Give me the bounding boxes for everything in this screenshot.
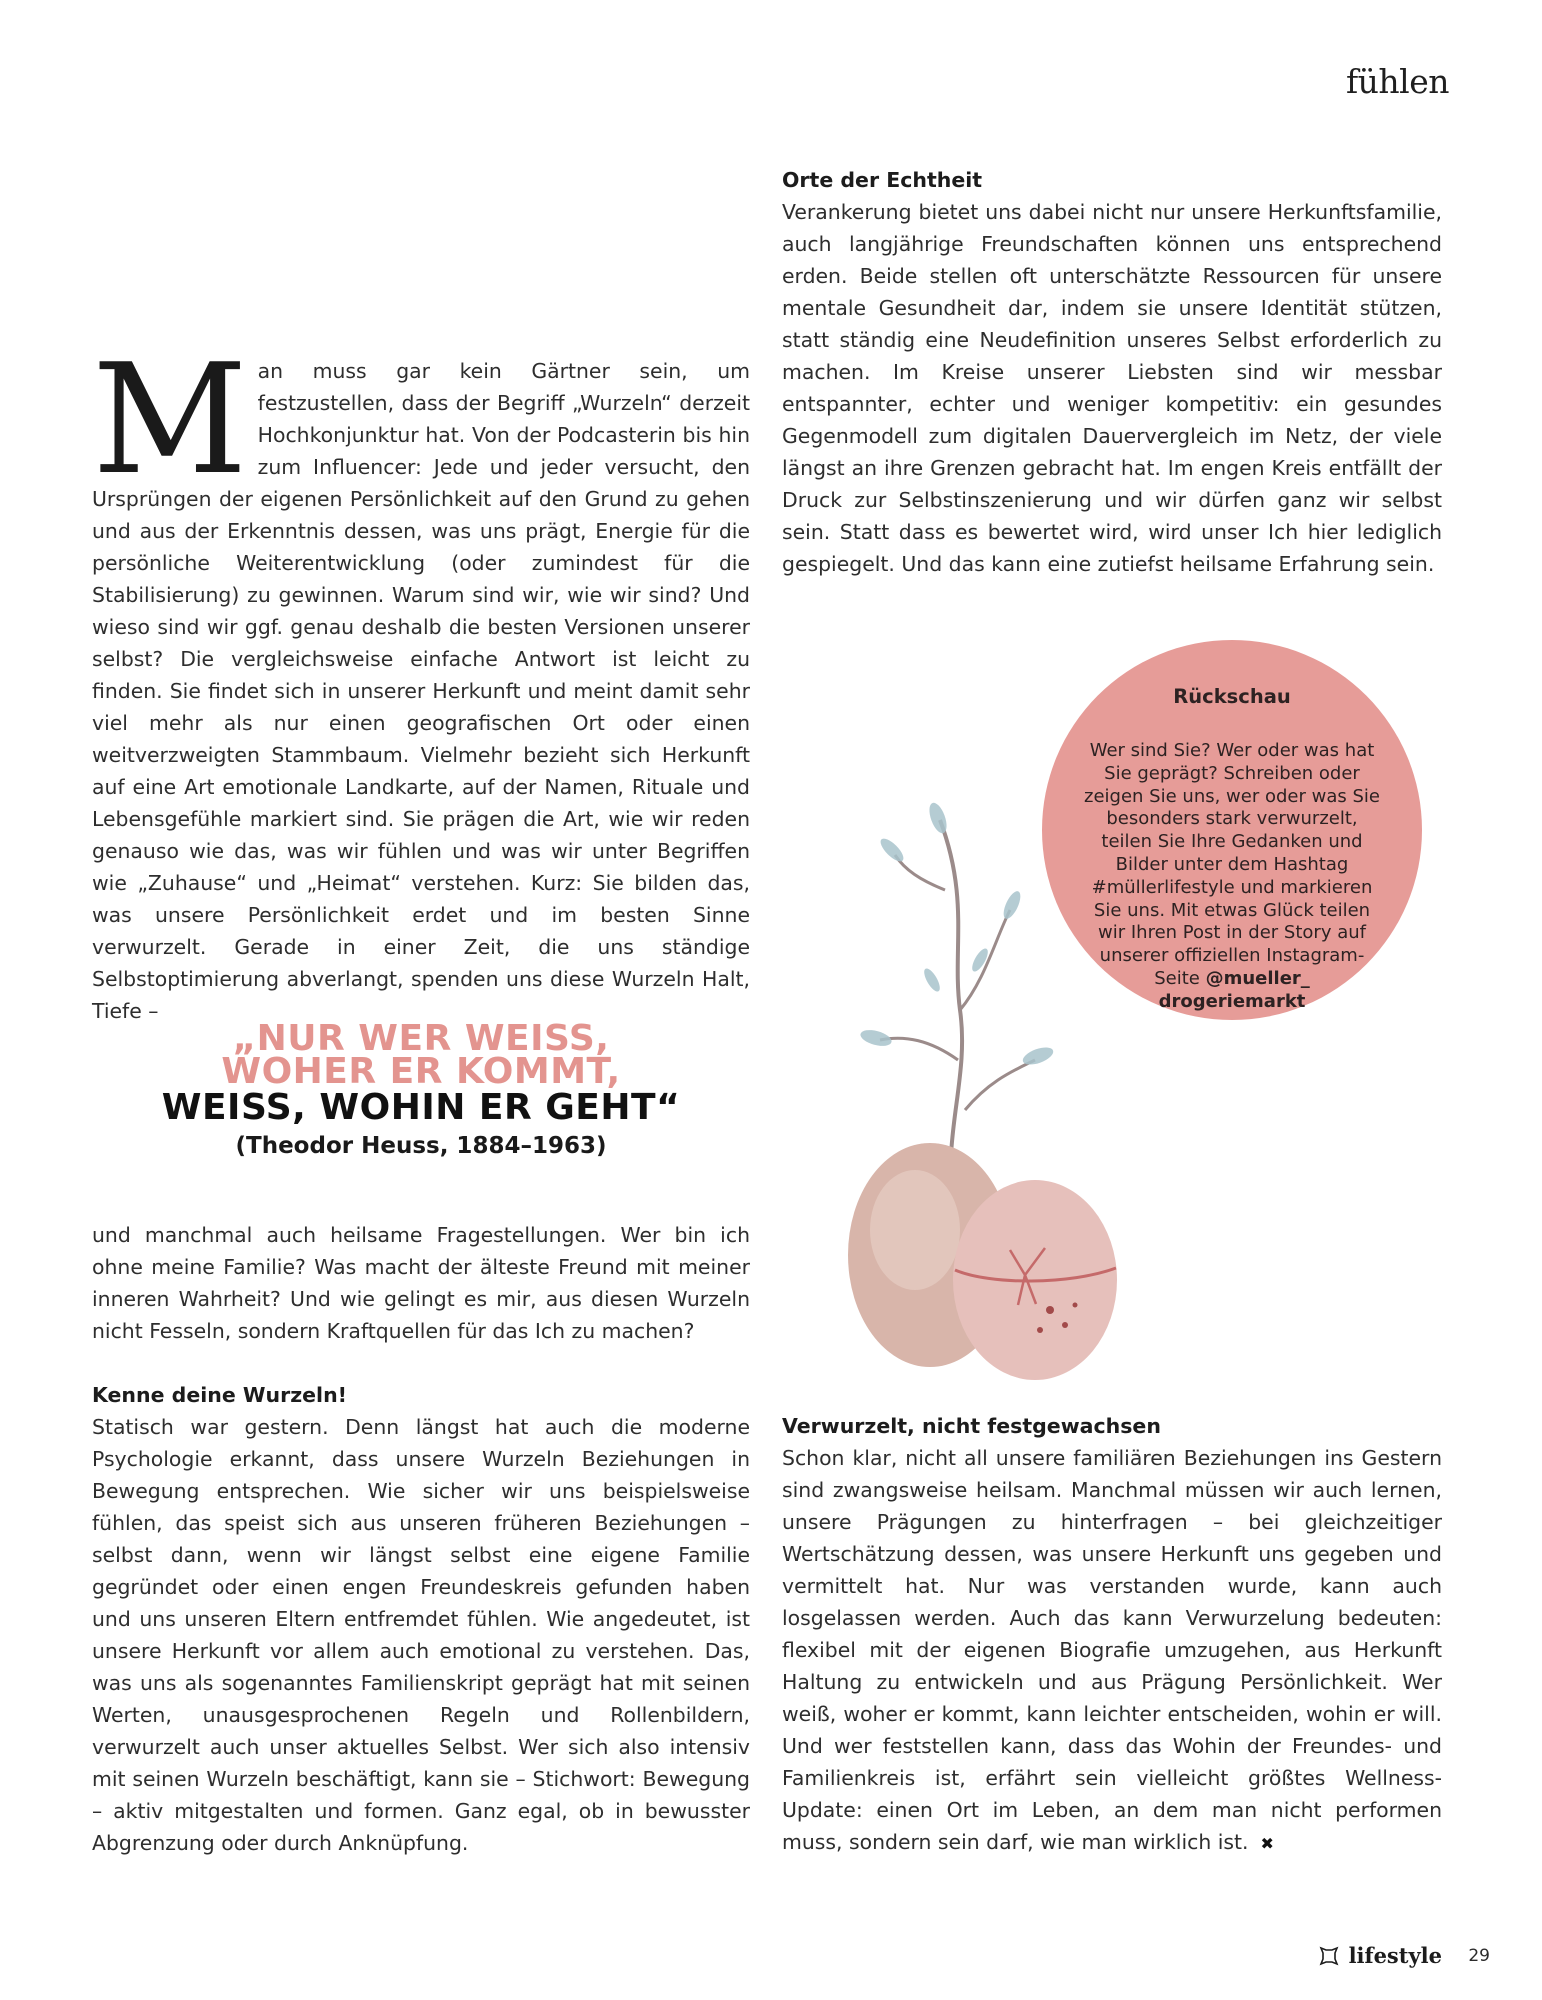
pull-quote: [92, 1018, 750, 1164]
section-text: Schon klar, nicht all unsere familiären Beziehungen ins Gestern sind zwangsweise heilsam. Manchmal müssen wir auch lernen, unsere Prägungen zu hinterfragen – bei gleichzeitiger Wertschätzung dessen, was unsere Herkunft uns gegeben und vermittelt hat. Nur was verstanden wurde, kann auch losgelassen werden. Auch das kann Verwurzelung bedeuten: flexibel mit der eigenen Biografie umzugehen, aus Herkunft Haltung zu entwickeln und aus Prägung Persönlichkeit. Wer weiß, woher er kommt, kann leichter entscheiden, wohin er will. Und wer feststellen kann, dass das Wohin der Freundes- und Familienkreis ist, erfährt sein vielleicht größtes Wellness-Update: einen Ort im Leben, an dem man nicht performen muss, sondern sein darf, wie man wirklich ist.: [782, 1446, 1442, 1854]
quote-author: (Theodor Heuss, 1884–1963): [235, 1133, 607, 1159]
section-places: [782, 164, 1442, 580]
section-body: Verankerung bietet uns dabei nicht nur unsere Herkunftsfamilie, auch langjährige Freundschaften können uns entsprechend erden. Beide stellen oft unterschätzte Ressourcen für unsere mentale Gesundheit dar, indem sie unsere Identität stützen, statt ständig eine Neudefinition unseres Selbst erforderlich zu machen. Im Kreise unserer Liebsten sind wir messbar entspannter, echter und weniger kompetitiv: ein gesundes Gegenmodell zum digitalen Dauervergleich im Netz, der viele längst an ihre Grenzen gebracht hat. Im engen Kreis entfällt der Druck zur Selbstinszenierung und wir dürfen ganz wir selbst sein. Statt dass es bewertet wird, wird unser Ich hier lediglich gespiegelt. Und das kann eine zutiefst heilsame Erfahrung sein.: [782, 200, 1442, 576]
intro-body: an muss gar kein Gärtner sein, um festzustellen, dass der Begriff „Wurzeln“ derzeit Hochkonjunktur hat. Von der Podcasterin bis hin zum Influencer: Jede und jeder versucht, den Ursprüngen der eigenen Persönlichkeit auf den Grund zu gehen und aus der Erkenntnis dessen, was uns prägt, Energie für die persönliche Weiterentwicklung (oder zumindest für die Stabilisierung) zu gewinnen. Warum sind wir, wie wir sind? Und wieso sind wir ggf. genau deshalb die besten Versionen unserer selbst? Die vergleichsweise einfache Antwort ist leicht zu finden. Sie findet sich in unserer Herkunft und meint damit sehr viel mehr als nur einen geografischen Ort oder einen weitverzweigten Stammbaum. Vielmehr bezieht sich Herkunft auf eine Art emotionale Landkarte, auf der Namen, Rituale und Lebensgefühle markiert sind. Sie prägen die Art, wie wir reden genauso wie das, was wir fühlen und was wir unter Begriffen wie „Zuhause“ und „Heimat“ verstehen. Kurz: Sie bilden das, was unsere Persönlichkeit erdet und im besten Sinne verwurzelt. Gerade in einer Zeit, die uns ständige Selbstoptimierung abverlangt, spenden uns diese Wurzeln Halt, Tiefe –: [92, 359, 750, 1023]
quote-line: WOHER ER KOMMT,: [221, 1051, 621, 1092]
end-mark-icon: ✖: [1260, 1834, 1274, 1853]
intro-paragraph: [92, 331, 750, 1027]
egg-branch-illustration: [820, 780, 1150, 1380]
section-roots: [92, 1379, 750, 1859]
quote-line: „NUR WER WEISS,: [232, 1018, 610, 1059]
frame-icon: [1319, 1946, 1339, 1966]
callout-title: Rückschau: [1173, 685, 1291, 708]
section-body: Statisch war gestern. Denn längst hat auch die moderne Psychologie erkannt, dass unsere Wurzeln Beziehungen in Bewegung entsprechen. Wie sicher wir uns beispielsweise fühlen, das speist sich aus unseren früheren Beziehungen – selbst dann, wenn wir längst selbst eine eigene Familie gegründet oder einen engen Freundeskreis gefunden haben und uns unseren Eltern entfremdet fühlen. Wie angedeutet, ist unsere Herkunft vor allem auch emotional zu verstehen. Das, was uns als sogenanntes Familienskript geprägt hat mit seinen Werten, unausgesprochenen Regeln und Rollenbildern, verwurzelt auch unser aktuelles Selbst. Wer sich also intensiv mit seinen Wurzeln beschäftigt, kann sie – Stichwort: Bewegung – aktiv mitgestalten und formen. Ganz egal, ob in bewusster Abgrenzung oder durch Anknüpfung.: [92, 1415, 750, 1855]
footer-brand: [1319, 1943, 1442, 1968]
section-rooted: [782, 1410, 1442, 1860]
continuation-body: und manchmal auch heilsame Fragestellungen. Wer bin ich ohne meine Familie? Was macht der älteste Freund mit meiner inneren Wahrheit? Und wie gelingt es mir, aus diesen Wurzeln nicht Fesseln, sondern Kraftquellen für das Ich zu machen?: [92, 1223, 750, 1343]
section-label: fühlen: [1345, 62, 1449, 101]
section-heading: Verwurzelt, nicht festgewachsen: [782, 1414, 1161, 1438]
callout-text: Wer sind Sie? Wer oder was hat Sie geprägt? Schreiben oder zeigen Sie uns, wer oder was Sie besonders stark verwurzelt, teilen Sie Ihre Gedanken und Bilder unter dem Hashtag #müllerlifestyle und markieren Sie uns. Mit etwas Glück teilen wir Ihren Post in der Story auf unserer offiziellen Instagram-Seite: [1084, 740, 1380, 989]
continuation-paragraph: [92, 1219, 750, 1347]
section-heading: Orte der Echtheit: [782, 168, 983, 192]
section-heading: Kenne deine Wurzeln!: [92, 1383, 348, 1407]
page-number: 29: [1468, 1946, 1490, 1966]
drop-cap: M: [92, 331, 244, 508]
quote-line: WEISS, WOHIN ER GEHT“: [161, 1087, 681, 1128]
section-body: [782, 1442, 1442, 1860]
instagram-handle[interactable]: @mueller_ drogeriemarkt: [1158, 967, 1310, 1012]
brand-name: lifestyle: [1348, 1943, 1442, 1968]
